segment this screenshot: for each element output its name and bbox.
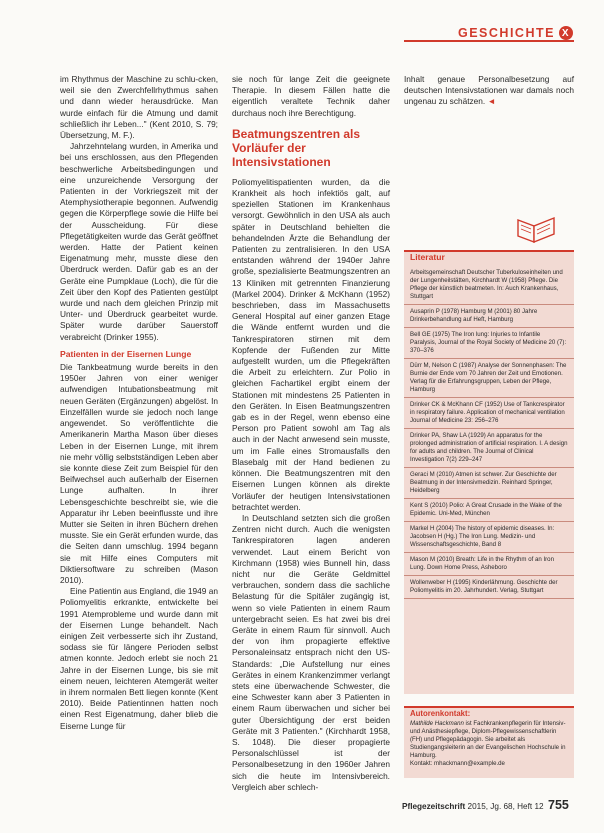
book-icon bbox=[514, 216, 558, 250]
literature-entry: Bell GE (1975) The Iron lung: Injuries to Infantile Paralysis, Journal of the Royal Society of Medicine 20 (7): 370–376 bbox=[404, 328, 574, 359]
literature-entry: Mason M (2010) Breath: Life in the Rhythm of an Iron Lung. Down Home Press, Asheboro bbox=[404, 553, 574, 576]
end-mark: ◄ bbox=[487, 96, 496, 107]
column-3 bbox=[404, 74, 574, 108]
paragraph: Poliomyelitispatienten wurden, da die Krankheit als hoch infektiös galt, auf speziellen Stationen im Krankenhaus versorgt. Gewöhnlich in den USA als auch später in Deutschland behielten die behandelnden Ärzte die Behandlung der Patienten zu zentralisieren. In den USA entstanden während der 1940er Jahre große, spezialisierte Beatmungszentren an 13 Kliniken mit getrennten Finanzierung (Markel 2004). Drinker & McKhann (1952) beschrieben, dass im Massachusetts General Hospital auf einer ganzen Etage die Wände entfernt wurden und die Tankrespiratoren stirnen mit dem Kopfende der Fußenden zur Mitte aufgestellt wurden, um die Pflegekräften die Arbeit zu erleichtern. Zur Polio in gleichen Fachartikel ergibt einem der Stationen mit mindestens 25 Patienten in den Geräten. In Eisen Beatmungszentren gab es in der Regel, wenn ebenso eine Person pro Patient sowohl am Tag als auch in der Nacht anwesend sein musste, um im Falle eines Stromausfalls den Blasebalg mit der Hand bedienen zu können. Die Beatmungszentren mit den Eisernen Lungen können als direkte Vorläufer der heutigen Intensivstationen betrachtet werden. bbox=[232, 176, 390, 512]
close-icon: X bbox=[559, 26, 573, 40]
paragraph bbox=[404, 74, 574, 108]
page-number: 755 bbox=[548, 798, 569, 812]
literature-entry: Dürr M, Nelson C (1987) Analyse der Sonnenphasen: The Burnie der Ende vom 70 Jahren der Zeit und Emotionen. Verlag für die Erfahrungsgruppen, Leben der Pflege, Hamburg bbox=[404, 359, 574, 398]
literature-entry: Markel H (2004) The history of epidemic diseases. In: Jacobsen H (Hg.) The Iron Lung. Medizin- und Wissenschaftsgeschichte, Band 8 bbox=[404, 522, 574, 553]
author-name: Mathilde Hackmann bbox=[410, 720, 464, 727]
section-title: GESCHICHTE bbox=[458, 26, 555, 40]
literature-entry: Arbeitsgemeinschaft Deutscher Tuberkuloseinheiten und der Lungenheilstätten, Kirchhardt W (1958) Pflege. Die Pflege der künstlich beatmeten. In: Auch Krankenhaus, Stuttgart bbox=[404, 266, 574, 305]
paragraph: im Rhythmus der Maschine zu schlu-cken, weil sie den Zwerchfellrhythmus sahen und dann wieder herausdrücke. Man wurde einfach für die Atmung und damit schließlich ihr Leben..." (Kent 2010, S. 79; Übersetzung, M. F.). bbox=[60, 74, 218, 141]
paragraph: In Deutschland setzten sich die großen Zentren nicht durch. Auch die wenigsten Tankrespiratoren lagen anderen verwendet. Laut einem Bericht von Kirchmann (1958) wies Bunnell hin, dass nicht nur die Geräte Geldmittel verbrauchen, sondern dass die sachliche Belastung für die Spitäler zugängig ist, wenn so viele Patienten in einem Raum untergebracht seien. Es hat zwei bis drei Geräte in einem Raum für sinnvoll. Auch der von ihm propagierte effektive Personaleinsatz entsprach nicht den US-Standards: „Die Aufstellung nur eines Gerätes in einem Krankenzimmer verlangt stets eine überwachende Schwester, die eine Schwester kann aber 3 Patienten in einem Raum überwachen und sicher bei guter Übersichtigung der erst beiden Geräte mit 3 Patienten." (Kirchhardt 1958, S. 1048). Die dieser propagierte Personalschlüssel ist der Personalbesetzung in den 1960er Jahren sich die heute im Intensivbereich. Vergleich aber schlech- bbox=[232, 512, 390, 792]
literature-entry: Ausaprin P (1978) Hamburg M (2001) 80 Jahre Drinkerbehandlung auf Heft, Hamburg bbox=[404, 305, 574, 328]
literature-entry: Kent S (2010) Polio: A Great Crusade in the Wake of the Epidemic. Uni-Med, München bbox=[404, 499, 574, 522]
literature-entry: Geraci M (2010) Atmen ist schwer. Zur Geschichte der Beatmung in der Intensivmedizin. Reinhard Springer, Heidelberg bbox=[404, 468, 574, 499]
author-text bbox=[410, 720, 568, 768]
author-contact: Kontakt: mhackmann@example.de bbox=[410, 760, 505, 767]
author-title: Autorenkontakt: bbox=[410, 709, 471, 718]
literature-entry: Drinker CK & McKhann CF (1952) Use of Tankcrespirator in respiratory failure. Application of mechanical ventilation Journal of Medicine 23: 256–276 bbox=[404, 398, 574, 429]
literature-list bbox=[404, 266, 574, 599]
subheading: Patienten in der Eisernen Lunge bbox=[60, 348, 192, 359]
paragraph: Die Tankbeatmung wurde bereits in den 1950er Jahren von einer weniger aufwendigen Intubationsbeatmung mit neuen Geräten (Ergänzungen) abgelöst. In Einzelfällen wurde sie jedoch noch lange angewendet. So veröffentlichte die Amerikanerin Martha Mason über dieses Leben in der Eisernen Lunge, mit ihrem nie mehr völlig selbstständigen Leben aber sie konnte diese Zeit zum Beispiel für den Beifwechsel auch außerhalb der Eisernen Lunge aufhalten. In ihrer Lebensgeschichte beschreibt sie, wie die Apparatur ihr Leben beeinflusste und ihre Mutter sie Seiten in ihren Büchern drehen musste. Sie ein Gerät erfunden wurde, das die Seiten dann umschlug. 1994 begann sie mit Hilfe eines Computers mit Diktiersoftware zu schreiben (Mason 2010). bbox=[60, 362, 218, 585]
footer bbox=[402, 802, 544, 811]
journal-name: Pflegezeitschrift bbox=[402, 802, 466, 811]
paragraph: Eine Patientin aus England, die 1949 an Poliomyelitis erkrankte, entwickelte bei 1991 Atemprobleme und wurde dann mit der Eisernen Lunge behandelt. Nach einigen Zeit verbesserte sich ihr Zustand, sodass sie für längere Perioden selbst atmen konnte. Jedoch erlebt sie noch 21 Jahre in der Eisernen Lunge, bis sie mit einem neuen, leichteren Atemgerät weiter in ihrem normalen Bett liegen konnte (Kent 2010). Beide Patientinnen hatten noch einen Rest Eigenatmung, daher blieb die Eiserne Lunge für bbox=[60, 586, 218, 731]
literature-entry: Drinker PA, Shaw LA (1929) An apparatus for the prolonged administration of artificial respiration. I. A design for adults and children. The Journal of Clinical Investigation 7(2) 229–247 bbox=[404, 429, 574, 468]
literature-title: Literatur bbox=[410, 252, 445, 262]
paragraph-text: Inhalt genaue Personalbesetzung auf deutschen Intensivstationen war damals noch ungenau zu schätzen. bbox=[404, 74, 574, 107]
section-heading: Beatmungszentren als Vorläufer der Intensivstationen bbox=[232, 126, 361, 169]
column-1 bbox=[60, 74, 218, 732]
column-2 bbox=[232, 74, 390, 793]
author-bio: ist Fachkrankenpflegerin für Intensiv- und Anästhesiepflege, Diplom-Pflegewissenschaftlerin (FH) und Pflegepädagogin. Sie arbeitet als Studiengangsleiterin an der Evangelischen Hochschule in Hamburg. bbox=[410, 720, 566, 759]
literature-entry: Wollenweber H (1995) Kinderlähmung. Geschichte der Poliomyelitis im 20. Jahrhundert. Verlag, Stuttgart bbox=[404, 576, 574, 599]
journal-issue: 2015, Jg. 68, Heft 12 bbox=[467, 802, 544, 811]
header-rule bbox=[404, 40, 574, 42]
paragraph: sie noch für lange Zeit die geeignete Therapie. In diesem Fällen hatte die eigentlich veraltete Technik daher durchaus noch ihre Berechtigung. bbox=[232, 74, 390, 118]
paragraph: Jahrzehntelang wurden, in Amerika und bei uns erschlossen, aus den Pflegenden beschwerliche Arbeitsbedingungen und eine unzureichende Versorgung der Patienten in der Vorkriegszeit mit der Atemphysiotherapie begonnen. Aufwendig gegen die Körperpflege sowie die Hilfe bei der Ausscheidung. Für diese Pflegetätigkeiten wurde das Gerät geöffnet werden. Hatte der Patient keinen Eigenatmung mehr, musste diese den Überdruck werden. Dafür gab es an der Geräte eine Pumpklaue (Loch), die für die Zeit über den Kopf des Patienten gestülpt wurde und nach dem gleichen Prinzip mit Unter- und Überdruck gearbeitet wurde. Später wurde darüber Sauerstoff verabreicht (Drinker 1955). bbox=[60, 141, 218, 342]
